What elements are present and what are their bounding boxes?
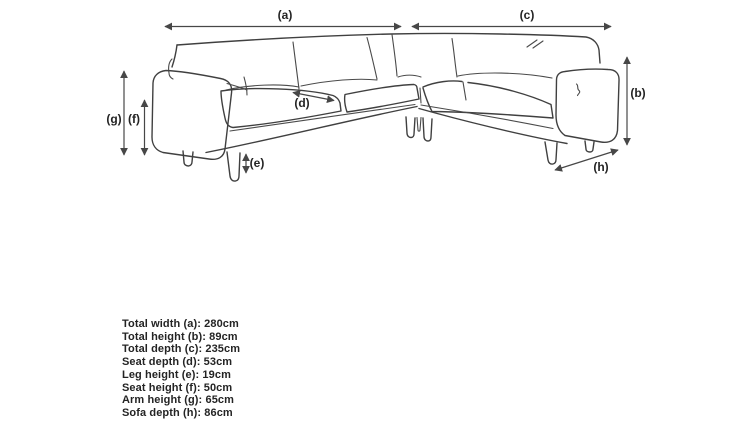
dim-label-b: (b)	[630, 86, 646, 100]
spec-line-total-width: Total width (a): 280cm	[122, 318, 239, 330]
sofa-illustration	[152, 33, 619, 181]
sketch-squiggle-mark	[577, 84, 580, 96]
spec-line-seat-height: Seat height (f): 50cm	[122, 381, 233, 394]
sketch-slash-mark	[527, 40, 543, 48]
sofa-seat-cushions	[221, 81, 553, 128]
dimension-labels	[106, 8, 645, 174]
dim-label-f: (f)	[128, 112, 140, 126]
dim-label-d: (d)	[294, 96, 310, 110]
dimension-spec-list	[122, 318, 240, 420]
spec-line-total-height: Total height (b): 89cm	[122, 330, 238, 343]
sofa-right-arm	[556, 69, 619, 142]
spec-line-seat-depth: Seat depth (d): 53cm	[122, 356, 233, 369]
spec-line-total-depth: Total depth (c): 235cm	[122, 343, 241, 356]
dim-label-h: (h)	[593, 160, 609, 174]
dim-label-g: (g)	[106, 112, 122, 126]
spec-line-arm-height: Arm height (g): 65cm	[122, 394, 235, 407]
spec-line-sofa-depth: Sofa depth (h): 86cm	[122, 406, 233, 419]
sofa-left-arm	[152, 71, 247, 160]
sofa-base-rails	[206, 105, 567, 153]
dim-label-a: (a)	[277, 8, 293, 22]
dim-label-e: (e)	[249, 156, 265, 170]
dimension-arrows	[124, 27, 627, 174]
dim-label-c: (c)	[519, 8, 535, 22]
spec-line-leg-height: Leg height (e): 19cm	[122, 368, 231, 381]
